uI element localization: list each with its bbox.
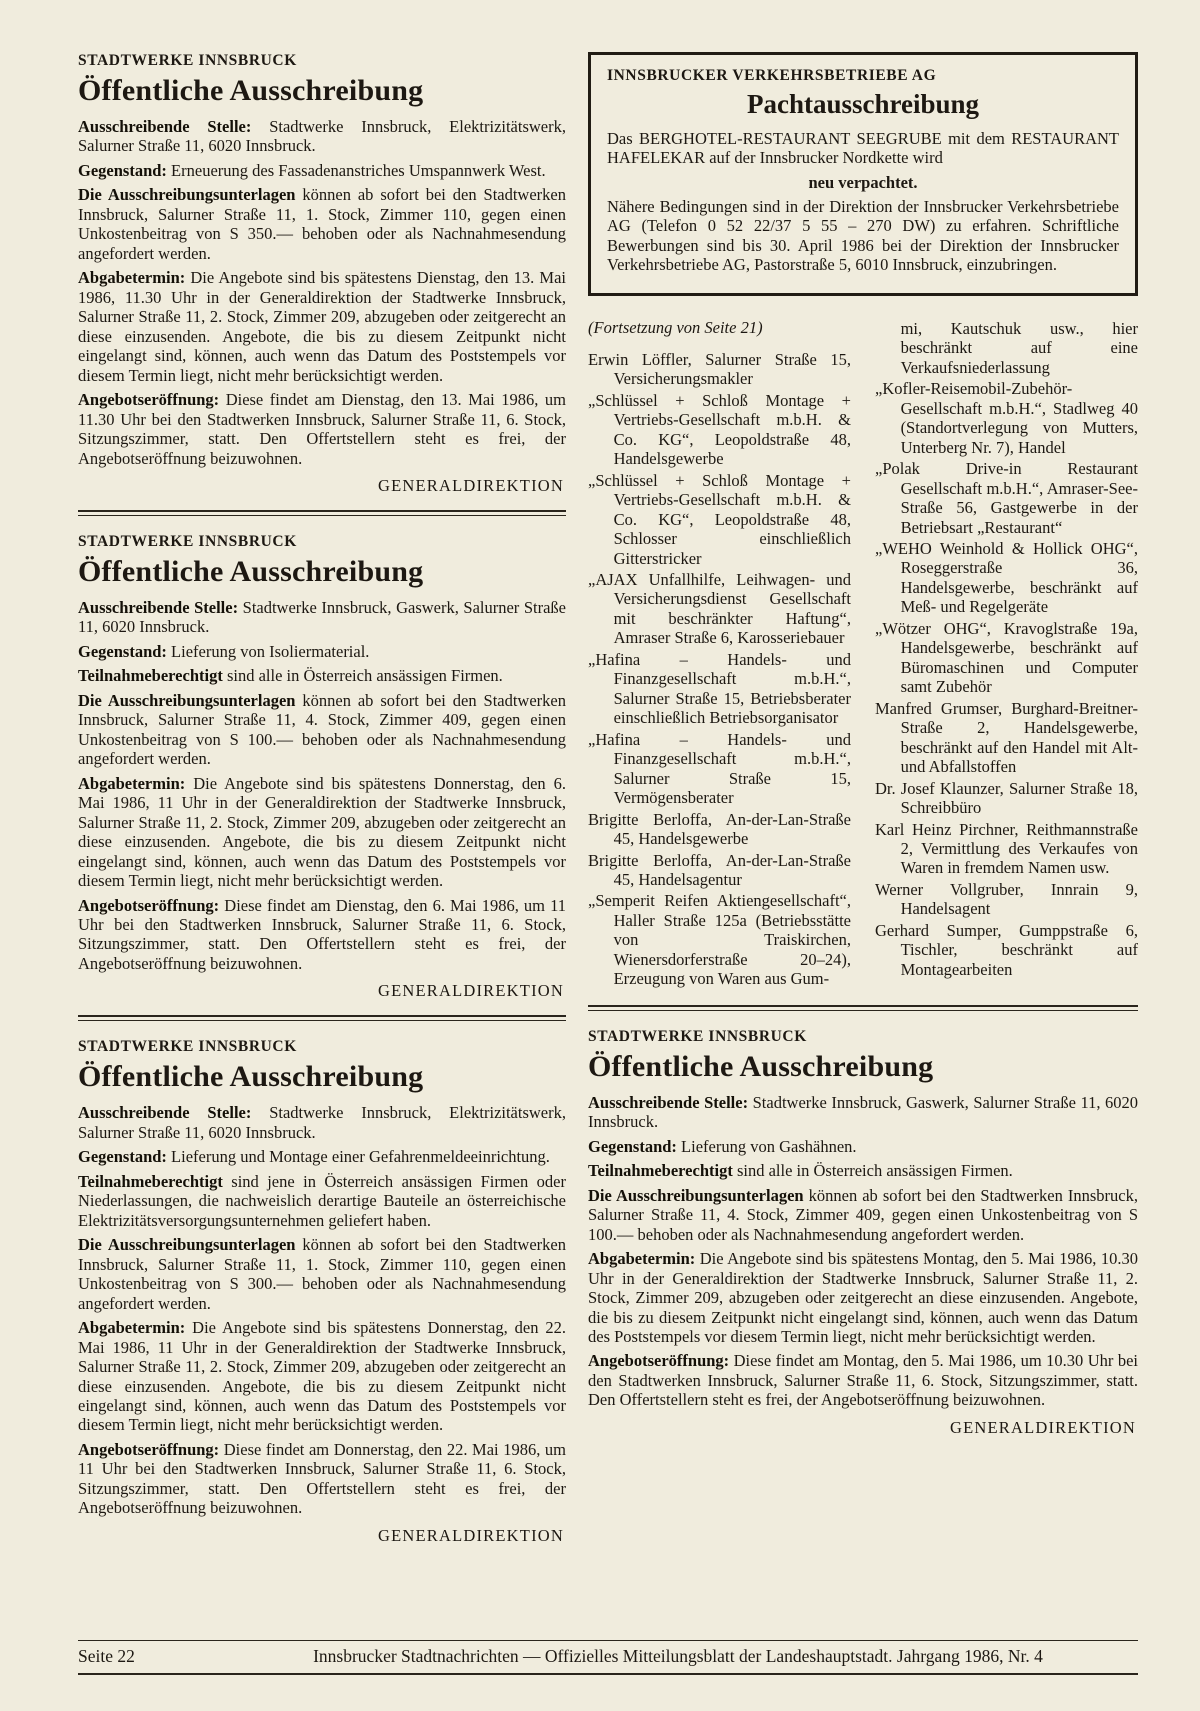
- tender-paragraph: [78, 1318, 566, 1435]
- register-entry: Erwin Löffler, Salurner Straße 15, Versicherungsmakler: [588, 349, 851, 389]
- paragraph-label: Angebotseröffnung:: [588, 1351, 730, 1371]
- register-column-1: [588, 318, 851, 991]
- tender-paragraph: [588, 1351, 1138, 1409]
- register-entry: Gerhard Sumper, Gumppstraße 6, Tischler, beschränkt auf Montagearbeiten: [875, 920, 1138, 979]
- paragraph-text: Die Angebote sind bis spätestens Dienstag, den 13. Mai 1986, 11.30 Uhr in der Generaldirektion der Stadtwerke Innsbruck, Salurner Straße 11, 2. Stock, Zimmer 209, abzugeben oder zeitgerecht an diese einzusenden. Angebote, die bis zu diesem Zeitpunkt nicht eingelangt sind, können, auch wenn das Datum des Poststempels vor diesem Termin liegt, nicht mehr berücksichtigt werden.: [78, 268, 567, 385]
- register-columns: [588, 318, 1138, 991]
- register-entry: Werner Vollgruber, Innrain 9, Handelsagent: [875, 879, 1138, 919]
- paragraph-label: Die Ausschreibungsunterlagen: [588, 1185, 804, 1205]
- register-entry: „Schlüssel + Schloß Montage + Vertriebs-Gesellschaft m.b.H. & Co. KG“, Leopoldstraße 48, Handelsgewerbe: [588, 390, 851, 469]
- paragraph-text: Stadtwerke Innsbruck, Elektrizitätswerk, Salurner Straße 11, 6020 Innsbruck.: [78, 1103, 566, 1142]
- register-entry: „Polak Drive-in Restaurant Gesellschaft m.b.H.“, Amraser-See-Straße 56, Gastgewerbe in der Betriebsart „Restaurant“: [875, 459, 1138, 537]
- paragraph-label: Gegenstand:: [78, 160, 167, 180]
- tender-gefahrenmeldeeinrichtung: [78, 1038, 566, 1545]
- paragraph-text: Stadtwerke Innsbruck, Gaswerk, Salurner Straße 11, 6020 Innsbruck.: [588, 1092, 1138, 1132]
- tender-paragraph: [78, 774, 566, 891]
- tender-kicker: STADTWERKE INNSBRUCK: [588, 1027, 807, 1045]
- left-column: [78, 52, 566, 1546]
- register-entry: Karl Heinz Pirchner, Reithmannstraße 2, Vermittlung des Verkaufes von Waren in fremdem Namen usw.: [875, 819, 1138, 878]
- paragraph-label: Ausschreibende Stelle:: [78, 597, 239, 617]
- register-column-2: [875, 318, 1138, 991]
- page-number: Seite 22: [78, 1646, 135, 1666]
- register-entry: „Kofler-Reisemobil-Zubehör-Gesellschaft m.b.H.“, Stadlweg 40 (Standortverlegung von Mutters, Unterberg Nr. 7), Handel: [875, 379, 1138, 457]
- tender-paragraph: [588, 1186, 1138, 1244]
- tender-paragraph: [78, 598, 566, 637]
- page-columns: [78, 52, 1138, 1546]
- paragraph-text: Die Angebote sind bis spätestens Montag, den 5. Mai 1986, 10.30 Uhr in der Generaldirektion der Stadtwerke Innsbruck, Salurner Straße 11, 2. Stock, Zimmer 209, abzugeben oder zeitgerecht an diese einzusenden. Angebote, die bis zu diesem Zeitpunkt nicht eingelangt sind, können, auch wenn das Datum des Poststempels vor diesem Termin liegt, nicht mehr berücksichtigt werden.: [588, 1249, 1138, 1346]
- paragraph-text: sind alle in Österreich ansässigen Firmen.: [736, 1161, 1013, 1181]
- paragraph-text: können ab sofort bei den Stadtwerken Innsbruck, Salurner Straße 11, 4. Stock, Zimmer 409, gegen einen Unkostenbeitrag von S 100.— behoben oder als Nachnahmesendung angefordert werden.: [78, 690, 566, 769]
- tender-paragraph: [78, 666, 566, 685]
- tender-paragraph: [78, 1147, 566, 1166]
- paragraph-text: Stadtwerke Innsbruck, Gaswerk, Salurner Straße 11, 6020 Innsbruck.: [78, 597, 567, 637]
- paragraph-text: Diese findet am Montag, den 5. Mai 1986, um 10.30 Uhr bei den Stadtwerken Innsbruck, Salurner Straße 11, 6. Stock, Sitzungszimmer, statt. Den Offertstellern steht es frei, der Angebotseröffnung beizuwohnen.: [588, 1351, 1138, 1410]
- signature-generaldirektion: GENERALDIREKTION: [377, 1525, 564, 1545]
- publication-line: Innsbrucker Stadtnachrichten — Offizielles Mitteilungsblatt der Landeshauptstadt. Jahrgang 1986, Nr. 4: [313, 1646, 1043, 1666]
- register-entry: Dr. Josef Klaunzer, Salurner Straße 18, Schreibbüro: [875, 778, 1138, 818]
- register-entry: „Schlüssel + Schloß Montage + Vertriebs-Gesellschaft m.b.H. & Co. KG“, Leopoldstraße 48, Schlosser einschließlich Gitterstricker: [588, 470, 851, 568]
- paragraph-label: Die Ausschreibungsunterlagen: [78, 1235, 296, 1255]
- right-column: [588, 52, 1138, 1438]
- tender-fassadenanstrich: [78, 52, 566, 496]
- paragraph-label: Teilnahmeberechtigt: [588, 1161, 733, 1181]
- paragraph-text: Stadtwerke Innsbruck, Elektrizitätswerk, Salurner Straße 11, 6020 Innsbruck.: [78, 117, 566, 156]
- tender-title: Öffentliche Ausschreibung: [78, 554, 424, 588]
- tender-paragraph: [588, 1137, 1138, 1156]
- tender-paragraph: [78, 896, 566, 974]
- lease-title: Pachtausschreibung: [746, 89, 980, 119]
- paragraph-text: Diese findet am Dienstag, den 6. Mai 1986, um 11 Uhr bei den Stadtwerken Innsbruck, Salurner Straße 11, 6. Stock, Sitzungszimmer, statt. Den Offertstellern steht es frei, der Angebotseröffnung beizuwohnen.: [78, 895, 567, 973]
- paragraph-label: Abgabetermin:: [588, 1249, 696, 1269]
- paragraph-text: Lieferung von Isoliermaterial.: [171, 641, 370, 661]
- register-entry: „Hafina – Handels- und Finanzgesellschaft m.b.H.“, Salurner Straße 15, Betriebsberater einschließlich Betriebsorganisator: [588, 649, 851, 728]
- section-divider: [78, 1015, 566, 1021]
- tender-paragraph: [78, 185, 566, 263]
- paragraph-label: Ausschreibende Stelle:: [78, 117, 252, 136]
- paragraph-text: Erneuerung des Fassadenanstriches Umspannwerk West.: [171, 160, 546, 180]
- paragraph-text: sind alle in Österreich ansässigen Firmen.: [226, 666, 503, 686]
- paragraph-label: Teilnahmeberechtigt: [78, 666, 223, 686]
- tender-paragraph: [78, 268, 566, 385]
- section-divider: [78, 510, 566, 516]
- tender-paragraph: [78, 691, 566, 769]
- tender-gashaehne: [588, 1028, 1138, 1438]
- paragraph-label: Ausschreibende Stelle:: [78, 1103, 252, 1123]
- register-entry: „Wötzer OHG“, Kravoglstraße 19a, Handelsgewerbe, beschränkt auf Büromaschinen und Computer samt Zubehör: [875, 618, 1138, 697]
- lease-highlight: neu verpachtet.: [808, 172, 918, 192]
- continuation-note: (Fortsetzung von Seite 21): [588, 317, 763, 337]
- tender-paragraph: [78, 161, 566, 180]
- signature-generaldirektion: GENERALDIREKTION: [377, 981, 564, 1001]
- paragraph-text: Diese findet am Donnerstag, den 22. Mai 1986, um 11 Uhr bei den Stadtwerken Innsbruck, Salurner Straße 11, 6. Stock, Sitzungszimmer, statt. Den Offertstellern steht es frei, der Angebotseröffnung beizuwohnen.: [78, 1439, 566, 1518]
- tender-kicker: STADTWERKE INNSBRUCK: [78, 532, 297, 550]
- tender-paragraph: [588, 1093, 1138, 1132]
- tender-paragraph: [78, 390, 566, 468]
- register-entry: „WEHO Weinhold & Hollick OHG“, Roseggerstraße 36, Handelsgewerbe, beschränkt auf Meß- und Regelgeräte: [875, 538, 1138, 617]
- paragraph-text: Lieferung und Montage einer Gefahrenmeldeeinrichtung.: [171, 1147, 550, 1167]
- section-divider: [588, 1005, 1138, 1011]
- tender-title: Öffentliche Ausschreibung: [78, 74, 424, 107]
- paragraph-text: sind jene in Österreich ansässigen Firmen oder Niederlassungen, die nachweislich derartige Bauteile an österreichische Elektrizitätsversorgungsunternehmen geliefert haben.: [78, 1171, 567, 1230]
- paragraph-text: können ab sofort bei den Stadtwerken Innsbruck, Salurner Straße 11, 1. Stock, Zimmer 110, gegen einen Unkostenbeitrag von S 300.— behoben oder als Nachnahmesendung angefordert werden.: [78, 1235, 566, 1313]
- signature-generaldirektion: GENERALDIREKTION: [377, 475, 564, 495]
- tender-title: Öffentliche Ausschreibung: [588, 1049, 934, 1083]
- page-footer: [78, 1640, 1138, 1675]
- paragraph-label: Die Ausschreibungsunterlagen: [78, 185, 296, 205]
- paragraph-label: Abgabetermin:: [78, 1318, 186, 1338]
- lease-announcement-box: [588, 52, 1138, 296]
- tender-paragraph: [588, 1161, 1138, 1180]
- tender-title: Öffentliche Ausschreibung: [78, 1060, 424, 1094]
- paragraph-label: Die Ausschreibungsunterlagen: [78, 690, 296, 710]
- signature-generaldirektion: GENERALDIREKTION: [949, 1417, 1136, 1437]
- tender-paragraph: [78, 1172, 566, 1230]
- paragraph-label: Angebotseröffnung:: [78, 390, 220, 410]
- paragraph-label: Gegenstand:: [78, 1147, 167, 1167]
- paragraph-label: Gegenstand:: [588, 1136, 677, 1156]
- paragraph-label: Gegenstand:: [78, 641, 167, 661]
- paragraph-text: können ab sofort bei den Stadtwerken Innsbruck, Salurner Straße 11, 1. Stock, Zimmer 110, gegen einen Unkostenbeitrag von S 350.— behoben oder als Nachnahmesendung angefordert werden.: [78, 185, 566, 263]
- paragraph-label: Ausschreibende Stelle:: [588, 1092, 749, 1112]
- register-entry-continuation: mi, Kautschuk usw., hier beschränkt auf eine Verkaufsniederlassung: [900, 318, 1138, 377]
- register-entry: Manfred Grumser, Burghard-Breitner-Straße 2, Handelsgewerbe, beschränkt auf den Handel mit Alt- und Abfallstoffen: [875, 698, 1138, 777]
- tender-kicker: STADTWERKE INNSBRUCK: [78, 52, 297, 69]
- register-entry: „AJAX Unfallhilfe, Leihwagen- und Versicherungsdienst Gesellschaft mit beschränkter Haftung“, Amraser Straße 6, Karosseriebauer: [588, 569, 851, 648]
- register-entry: „Hafina – Handels- und Finanzgesellschaft m.b.H.“, Salurner Straße 15, Vermögensberater: [588, 729, 851, 808]
- tender-paragraph: [78, 642, 566, 661]
- lease-details: Nähere Bedingungen sind in der Direktion der Innsbrucker Verkehrsbetriebe AG (Telefon 0 52 22/37 5 55 – 270 DW) zu erfahren. Schriftliche Bewerbungen sind bis 30. April 1986 bei der Direktion der Innsbrucker Verkehrsbetriebe AG, Pastorstraße 5, 6010 Innsbruck, einzubringen.: [607, 196, 1119, 275]
- paragraph-text: Die Angebote sind bis spätestens Donnerstag, den 6. Mai 1986, 11 Uhr in der Generaldirektion der Stadtwerke Innsbruck, Salurner Straße 11, 2. Stock, Zimmer 209, abzugeben oder zeitgerecht an diese einzusenden. Angebote, die bis zu diesem Zeitpunkt nicht eingelangt sind, können, auch wenn das Datum des Poststempels vor diesem Termin liegt, nicht mehr berücksichtigt werden.: [78, 773, 567, 891]
- register-entry: „Semperit Reifen Aktiengesellschaft“, Haller Straße 125a (Betriebsstätte von Traiskirchen, Wienersdorferstraße 20–24), Erzeugung von Waren aus Gum-: [588, 891, 851, 989]
- paragraph-label: Angebotseröffnung:: [78, 895, 220, 915]
- paragraph-text: können ab sofort bei den Stadtwerken Innsbruck, Salurner Straße 11, 4. Stock, Zimmer 409, gegen einen Unkostenbeitrag von S 100.— behoben oder als Nachnahmesendung angefordert werden.: [588, 1185, 1138, 1244]
- paragraph-text: Die Angebote sind bis spätestens Donnerstag, den 22. Mai 1986, 11 Uhr in der Generaldirektion der Stadtwerke Innsbruck, Salurner Straße 11, 2. Stock, Zimmer 209, abzugeben oder zeitgerecht an diese einzusenden. Angebote, die bis zu diesem Zeitpunkt nicht eingelangt sind, können, auch wenn das Datum des Poststempels vor diesem Termin liegt, nicht mehr berücksichtigt werden.: [78, 1318, 567, 1435]
- register-entry: Brigitte Berloffa, An-der-Lan-Straße 45, Handelsagentur: [588, 850, 851, 889]
- trade-register-continuation: [588, 318, 1138, 991]
- paragraph-text: Lieferung von Gashähnen.: [681, 1136, 857, 1156]
- register-entry: Brigitte Berloffa, An-der-Lan-Straße 45, Handelsgewerbe: [588, 809, 851, 849]
- paragraph-label: Abgabetermin:: [78, 773, 186, 793]
- tender-paragraph: [78, 1235, 566, 1313]
- paragraph-text: Diese findet am Dienstag, den 13. Mai 1986, um 11.30 Uhr bei den Stadtwerken Innsbruck, Salurner Straße 11, 6. Stock, Sitzungszimmer, statt. Den Offertstellern steht es frei, der Angebotseröffnung beizuwohnen.: [78, 390, 566, 468]
- paragraph-label: Abgabetermin:: [78, 268, 186, 288]
- tender-kicker: STADTWERKE INNSBRUCK: [78, 1038, 297, 1056]
- tender-paragraph: [78, 1440, 566, 1518]
- paragraph-label: Teilnahmeberechtigt: [78, 1171, 223, 1191]
- lease-kicker: INNSBRUCKER VERKEHRSBETRIEBE AG: [607, 67, 937, 84]
- lease-intro: Das BERGHOTEL-RESTAURANT SEEGRUBE mit dem RESTAURANT HAFELEKAR auf der Innsbrucker Nordkette wird: [607, 129, 1119, 168]
- tender-isoliermaterial: [78, 533, 566, 1001]
- tender-paragraph: [588, 1249, 1138, 1346]
- tender-paragraph: [78, 1103, 566, 1142]
- paragraph-label: Angebotseröffnung:: [78, 1439, 220, 1459]
- tender-paragraph: [78, 117, 566, 156]
